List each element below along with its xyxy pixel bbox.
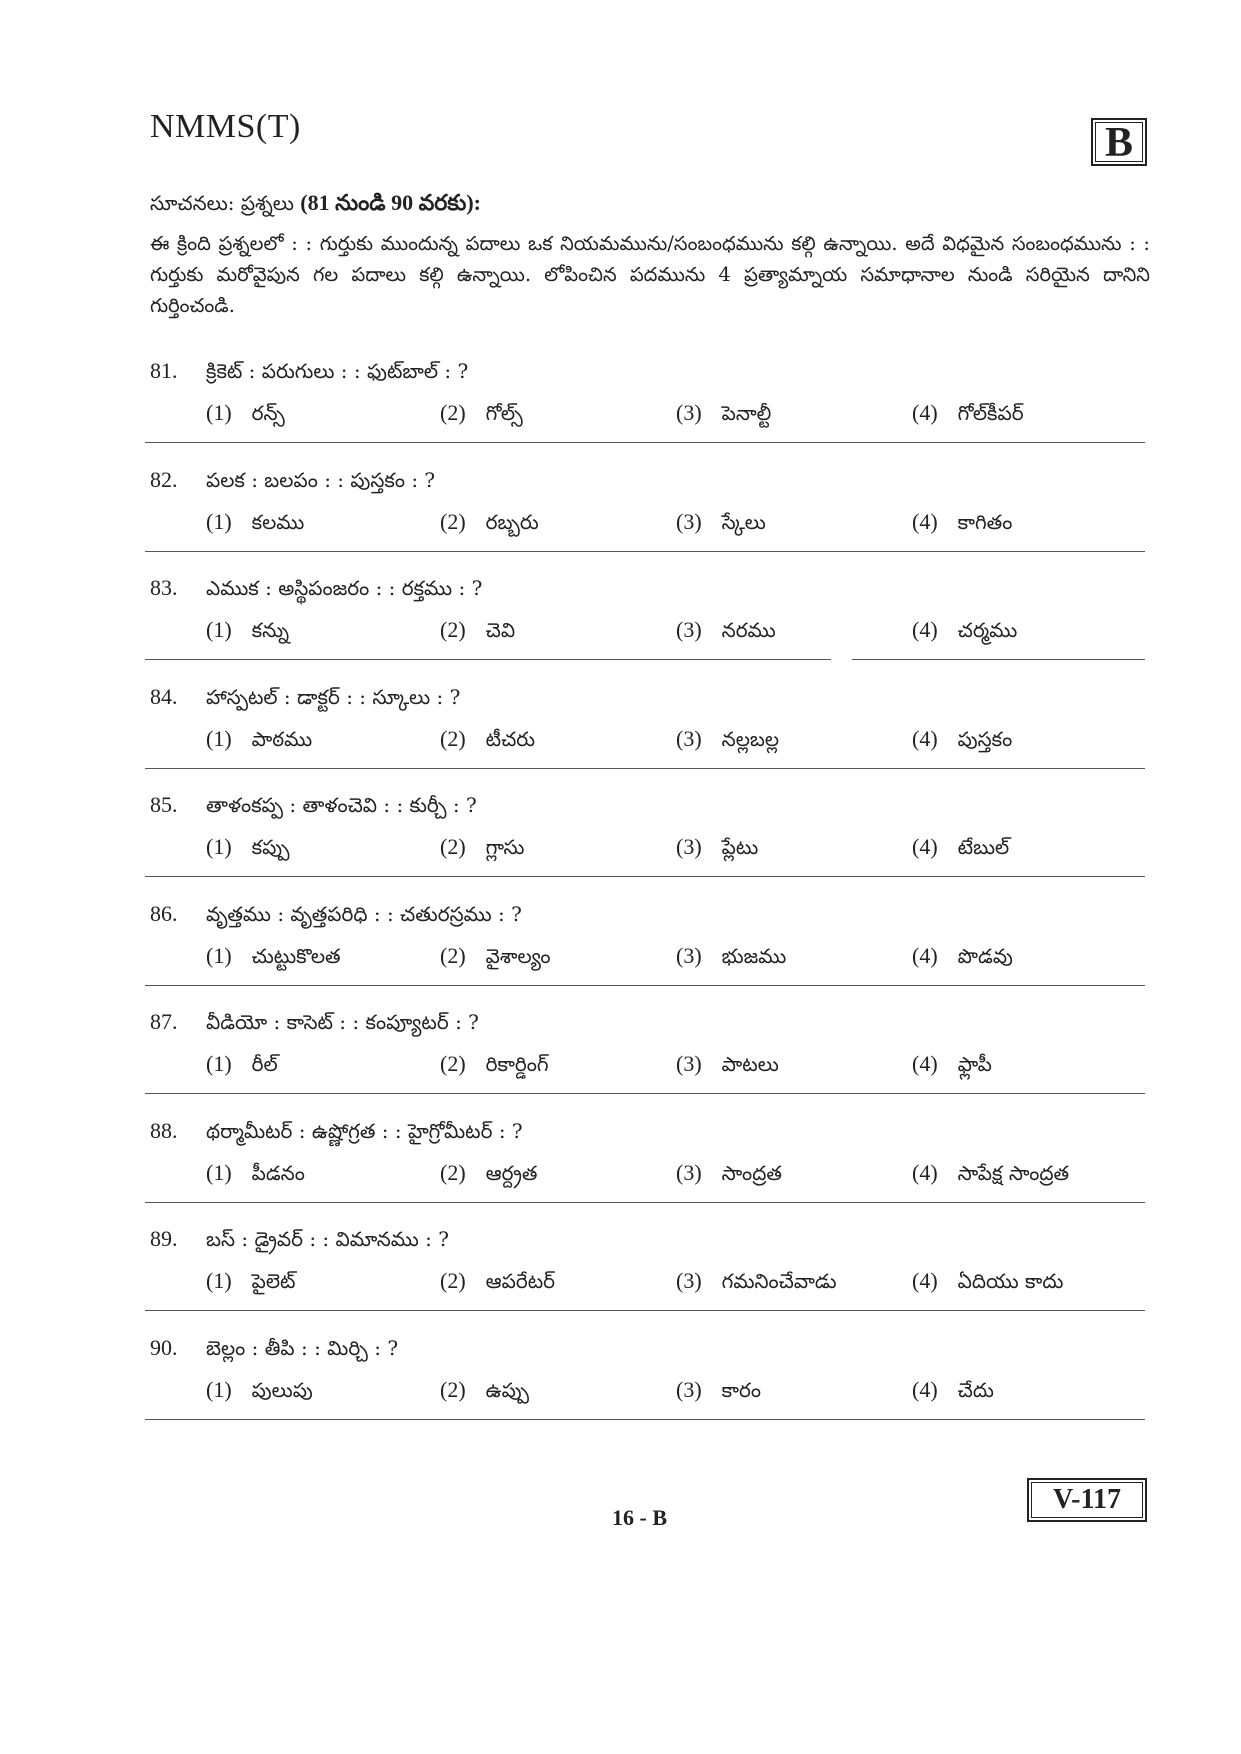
option-label: (1) (206, 1159, 232, 1185)
instructions-heading (150, 190, 481, 221)
option-label: (2) (440, 617, 466, 642)
option-label: (1) (206, 725, 232, 751)
option-label: (4) (912, 1159, 938, 1185)
option-text: ఏదియు కాదు (957, 1269, 1064, 1293)
option-4[interactable] (912, 726, 1012, 756)
option-4[interactable] (912, 509, 1012, 539)
option-label: (4) (912, 617, 938, 642)
question-stem (150, 358, 468, 388)
question-text: క్రికెట్ : పరుగులు : : ఫుట్‌బాల్ : ? (206, 359, 469, 383)
option-2[interactable] (440, 726, 535, 756)
option-text: కాగితం (957, 509, 1013, 534)
option-text: వైశాల్యం (485, 943, 551, 968)
option-label: (3) (676, 617, 702, 642)
question-text: వృత్తము : వృత్తపరిధి : : చతురస్రము : ? (206, 901, 522, 926)
instructions-prefix: సూచనలు: ప్రశ్నలు (150, 191, 294, 215)
option-3[interactable] (676, 726, 779, 756)
option-text: చుట్టుకొలత (251, 943, 341, 968)
separator-rule (145, 1419, 1145, 1420)
option-2[interactable] (440, 617, 515, 647)
separator-rule (145, 768, 1145, 769)
option-4[interactable] (912, 1268, 1063, 1298)
option-3[interactable] (676, 617, 776, 647)
option-text: రీల్ (251, 1052, 278, 1076)
option-label: (2) (440, 508, 466, 534)
option-text: పెనాల్టీ (721, 401, 772, 425)
option-text: పొడవు (957, 943, 1013, 968)
question-number: 87. (150, 1009, 178, 1034)
option-label: (3) (676, 400, 702, 425)
option-text: టీచరు (485, 726, 536, 751)
exam-title: NMMS(T) (150, 108, 301, 145)
question-number: 86. (150, 900, 178, 926)
page-number: 16 - B (612, 1505, 667, 1530)
option-text: పైలెట్ (251, 1269, 296, 1293)
option-label: (2) (440, 1159, 466, 1185)
instructions-body: ఈ క్రింది ప్రశ్నలలో : : గుర్తుకు ముందున్న పదాలు ఒక నియమమును/సంబంధమును కల్గి ఉన్నాయి. అదే విధమైన సంబంధమును : : గుర్తుకు మరోవైపున గల పదాలు కల్గి ఉన్నాయి. లోపించిన పదమును 4 ప్రత్యామ్నాయ సమాధానాల నుండి సరియైన దానిని గుర్తించండి. (150, 232, 1150, 317)
option-3[interactable] (676, 1377, 761, 1407)
option-text: గ్లాసు (485, 835, 525, 859)
option-label: (2) (440, 725, 466, 751)
question-number: 83. (150, 575, 178, 600)
separator-rule (852, 659, 1145, 660)
option-text: గోల్స్ (485, 401, 523, 425)
option-text: ప్లేటు (721, 835, 759, 859)
option-label: (4) (912, 400, 938, 425)
option-4[interactable] (912, 1160, 1069, 1190)
separator-rule (145, 985, 1145, 986)
option-2[interactable] (440, 509, 539, 539)
option-text: కన్ను (251, 618, 290, 642)
option-text: కప్పు (251, 835, 290, 859)
option-4[interactable] (912, 617, 1017, 647)
option-1[interactable] (206, 400, 285, 430)
option-text: చెవి (485, 618, 516, 642)
option-text: ఆపరేటర్ (485, 1269, 555, 1293)
separator-rule (145, 876, 1145, 877)
option-text: గోల్‌కీపర్ (957, 401, 1024, 425)
question-82 (150, 467, 1150, 557)
option-text: భుజము (721, 943, 787, 968)
option-2[interactable] (440, 1377, 529, 1407)
option-text: సాంద్రత (721, 1160, 782, 1185)
option-text: పీడనం (251, 1160, 305, 1185)
question-88 (150, 1118, 1150, 1208)
option-label: (2) (440, 942, 466, 968)
option-label: (3) (676, 942, 702, 968)
option-label: (1) (206, 1376, 232, 1402)
question-81 (150, 358, 1150, 448)
option-text: గమనించేవాడు (721, 1269, 837, 1293)
question-number: 90. (150, 1334, 178, 1360)
option-label: (4) (912, 1268, 938, 1293)
option-text: నల్లబల్ల (721, 726, 780, 751)
option-label: (3) (676, 508, 702, 534)
option-label: (2) (440, 1268, 466, 1293)
option-3[interactable] (676, 943, 786, 973)
option-label: (1) (206, 400, 232, 425)
option-text: చర్మము (957, 618, 1018, 642)
question-stem (150, 684, 460, 714)
option-text: నరము (721, 618, 776, 642)
question-text: తాళంకప్ప : తాళంచెవి : : కుర్చీ : ? (206, 793, 477, 817)
question-text: బెల్లం : తీపి : : మిర్చి : ? (206, 1335, 399, 1360)
option-label: (1) (206, 834, 232, 859)
option-label: (4) (912, 942, 938, 968)
option-label: (1) (206, 617, 232, 642)
option-label: (2) (440, 834, 466, 859)
option-text: స్కేలు (721, 509, 766, 534)
option-label: (1) (206, 942, 232, 968)
option-4[interactable] (912, 400, 1024, 430)
question-text: థర్మామీటర్ : ఉష్ణోగ్రత : : హైగ్రోమీటర్ : ? (206, 1118, 523, 1143)
option-2[interactable] (440, 1268, 555, 1298)
option-label: (1) (206, 508, 232, 534)
option-3[interactable] (676, 1051, 779, 1081)
option-label: (2) (440, 1376, 466, 1402)
option-2[interactable] (440, 834, 524, 864)
option-text: పులుపు (251, 1377, 313, 1402)
option-4[interactable] (912, 943, 1013, 973)
question-stem (150, 901, 522, 931)
option-label: (1) (206, 1268, 232, 1293)
separator-rule (145, 442, 1145, 443)
question-stem (150, 1226, 449, 1256)
option-1[interactable] (206, 726, 312, 756)
option-text: కారం (721, 1377, 761, 1402)
question-stem (150, 1335, 398, 1365)
separator-rule (145, 659, 831, 660)
option-label: (4) (912, 1051, 938, 1076)
option-text: రబ్బరు (485, 509, 539, 534)
question-stem (150, 1009, 479, 1039)
question-text: వీడియో : కాసెట్ : : కంప్యూటర్ : ? (206, 1010, 479, 1034)
option-label: (4) (912, 834, 938, 859)
option-2[interactable] (440, 400, 523, 430)
option-label: (3) (676, 1159, 702, 1185)
question-stem (150, 1118, 523, 1148)
question-number: 89. (150, 1226, 178, 1251)
question-83 (150, 575, 1150, 665)
question-text: పలక : బలపం : : పుస్తకం : ? (206, 467, 436, 492)
option-text: పాటలు (721, 1052, 779, 1076)
question-84 (150, 684, 1150, 774)
separator-rule (145, 1202, 1145, 1203)
option-3[interactable] (676, 509, 766, 539)
question-85 (150, 792, 1150, 882)
paper-code-box: V-117 (1027, 1478, 1147, 1522)
option-1[interactable] (206, 1160, 305, 1190)
question-number: 81. (150, 358, 178, 383)
question-number: 88. (150, 1117, 178, 1143)
option-label: (3) (676, 1376, 702, 1402)
separator-rule (145, 551, 1145, 552)
option-text: ఫ్లాపీ (957, 1052, 992, 1076)
question-text: ఎముక : అస్థిపంజరం : : రక్తము : ? (206, 576, 483, 600)
option-label: (3) (676, 725, 702, 751)
option-label: (4) (912, 725, 938, 751)
option-3[interactable] (676, 1160, 782, 1190)
option-text: ఉప్పు (485, 1377, 530, 1402)
option-1[interactable] (206, 509, 304, 539)
question-text: బస్ : డ్రైవర్ : : విమానము : ? (206, 1227, 449, 1251)
option-4[interactable] (912, 834, 1009, 864)
question-87 (150, 1009, 1150, 1099)
option-text: పుస్తకం (957, 726, 1013, 751)
option-text: సాపేక్ష సాంద్రత (957, 1160, 1070, 1185)
option-text: టేబుల్ (957, 835, 1010, 859)
option-3[interactable] (676, 400, 771, 430)
option-label: (3) (676, 834, 702, 859)
option-label: (3) (676, 1268, 702, 1293)
option-1[interactable] (206, 1268, 296, 1298)
question-90 (150, 1335, 1150, 1425)
option-label: (3) (676, 1051, 702, 1076)
option-3[interactable] (676, 1268, 837, 1298)
option-label: (2) (440, 400, 466, 425)
option-2[interactable] (440, 1051, 549, 1081)
option-label: (2) (440, 1051, 466, 1076)
option-4[interactable] (912, 1051, 992, 1081)
separator-rule (145, 1310, 1145, 1311)
question-number: 84. (150, 683, 178, 709)
option-1[interactable] (206, 834, 290, 864)
option-3[interactable] (676, 834, 758, 864)
option-2[interactable] (440, 943, 551, 973)
option-label: (4) (912, 508, 938, 534)
option-4[interactable] (912, 1377, 994, 1407)
instructions-range: (81 నుండి 90 వరకు): (300, 190, 482, 215)
question-stem (150, 467, 435, 497)
question-text: హాస్పటల్ : డాక్టర్ : : స్కూలు : ? (206, 684, 461, 709)
question-89 (150, 1226, 1150, 1316)
option-text: రన్స్ (251, 401, 285, 425)
question-stem (150, 792, 477, 822)
question-number: 82. (150, 466, 178, 492)
option-label: (4) (912, 1376, 938, 1402)
option-text: చేదు (957, 1377, 994, 1402)
question-stem (150, 575, 482, 605)
option-1[interactable] (206, 617, 289, 647)
set-code-box: B (1091, 118, 1147, 166)
option-label: (1) (206, 1051, 232, 1076)
separator-rule (145, 1093, 1145, 1094)
option-1[interactable] (206, 943, 341, 973)
option-2[interactable] (440, 1160, 537, 1190)
question-number: 85. (150, 792, 178, 817)
option-text: పాఠము (251, 726, 313, 751)
option-1[interactable] (206, 1377, 313, 1407)
option-text: కలము (251, 509, 305, 534)
question-86 (150, 901, 1150, 991)
option-text: ఆర్ద్రత (485, 1160, 538, 1185)
option-text: రికార్డింగ్ (485, 1052, 549, 1076)
option-1[interactable] (206, 1051, 278, 1081)
